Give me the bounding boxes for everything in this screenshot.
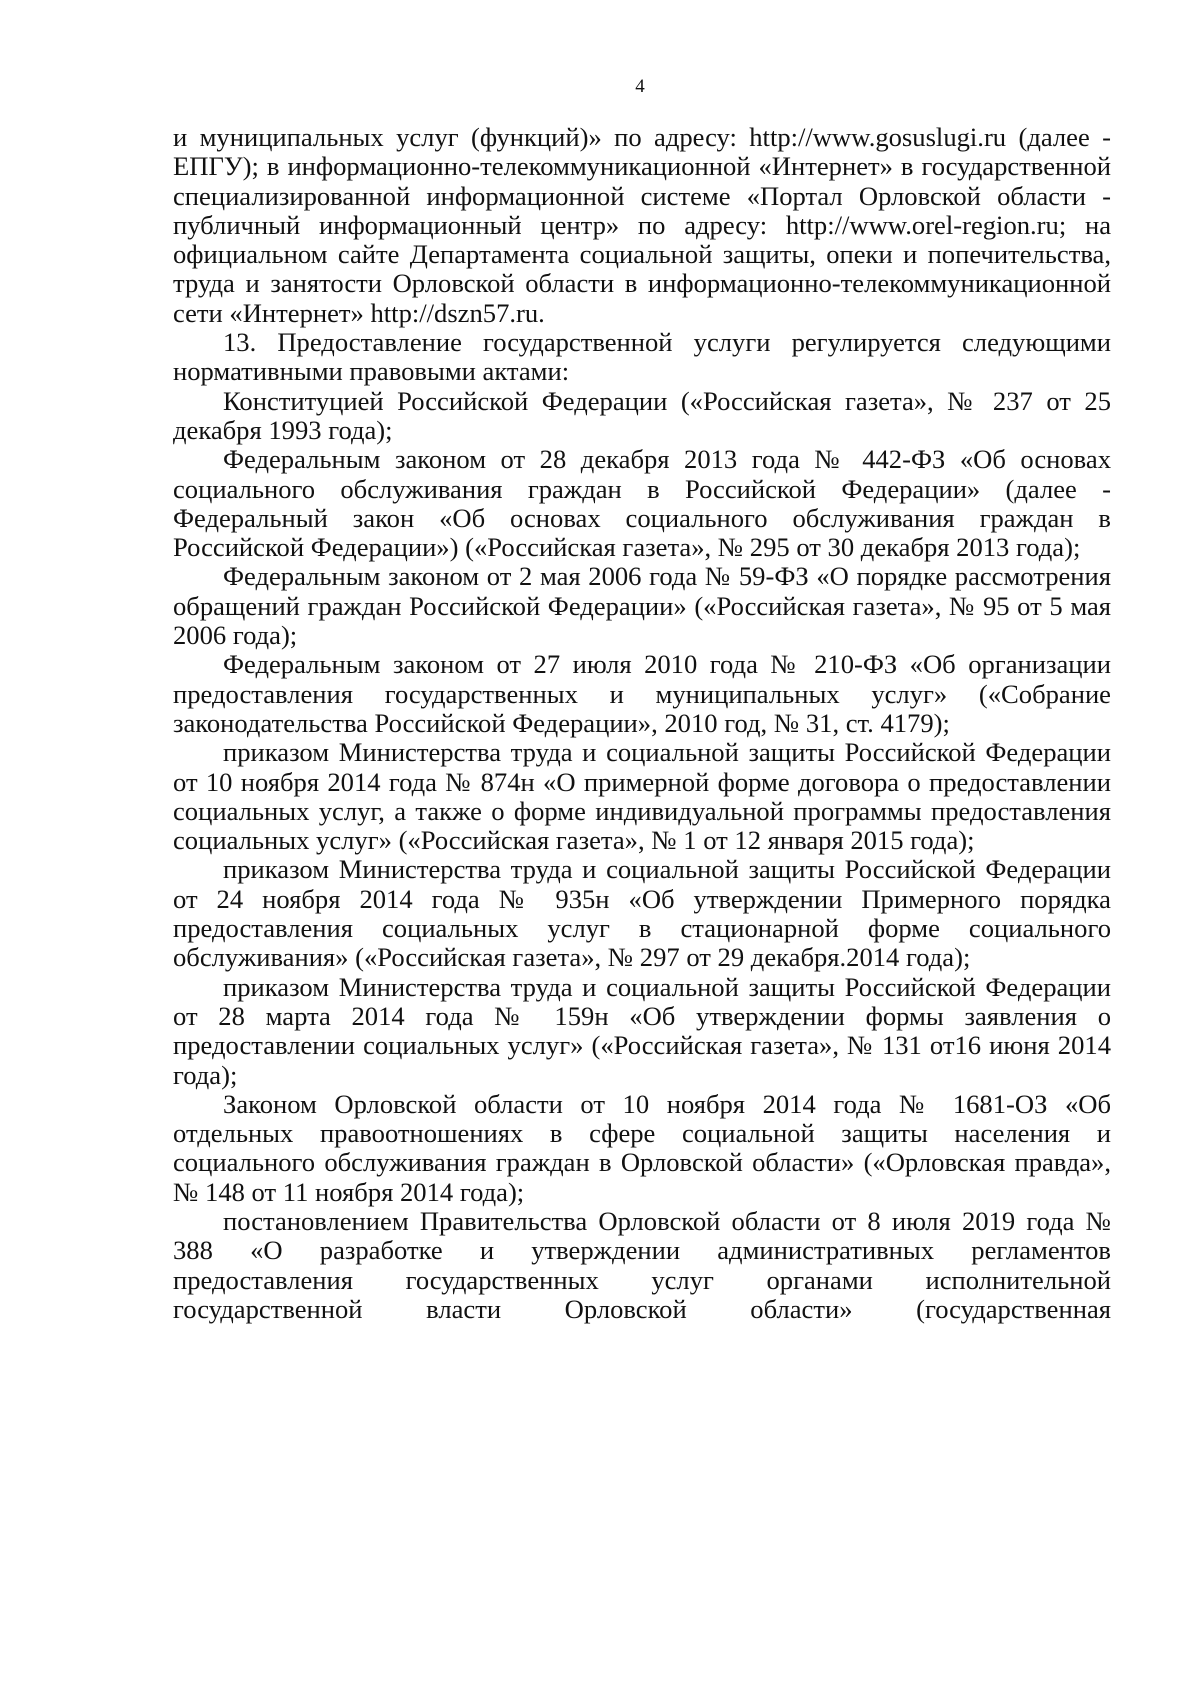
paragraph-constitution: Конституцией Российской Федерации («Российская газета», № 237 от 25 декабря 1993 года); xyxy=(173,385,1111,445)
paragraph-regional-law-1681oz: Законом Орловской области от 10 ноября 2014 года № 1681-ОЗ «Об отдельных правоотношениях в сфере социальной защиты населения и социального обслуживания граждан в Орловской области» («Орловская правда», № 148 от 11 ноября 2014 года); xyxy=(173,1088,1111,1207)
paragraph-law-210fz: Федеральным законом от 27 июля 2010 года № 210-ФЗ «Об организации предоставления государственных и муниципальных услуг» («Собрание законодательства Российской Федерации», 2010 год, № 31, ст. 4179); xyxy=(173,649,1111,738)
page-number: 4 xyxy=(635,76,645,97)
paragraph-order-935n: приказом Министерства труда и социальной защиты Российской Федерации от 24 ноября 2014 года № 935н «Об утверждении Примерного порядка предоставления социальных услуг в стационарной форме социального обслуживания» («Российская газета», № 297 от 29 декабря.2014 года); xyxy=(173,854,1111,973)
paragraph-order-159n: приказом Министерства труда и социальной защиты Российской Федерации от 28 марта 2014 года № 159н «Об утверждении формы заявления о предоставлении социальных услуг» («Российская газета», № 131 от16 июня 2014 года); xyxy=(173,971,1111,1090)
document-body xyxy=(173,123,1111,1324)
paragraph-resolution-388: постановлением Правительства Орловской области от 8 июля 2019 года № 388 «О разработке и утверждении административных регламентов предоставления государственных услуг органами исполнительной государственной власти Орловской области» (государственная xyxy=(173,1205,1111,1324)
paragraph-law-59fz: Федеральным законом от 2 мая 2006 года № 59-ФЗ «О порядке рассмотрения обращений граждан Российской Федерации» («Российская газета», № 95 от 5 мая 2006 года); xyxy=(173,561,1111,651)
paragraph-contacts: и муниципальных услуг (функций)» по адресу: http://www.gosuslugi.ru (далее - ЕПГУ); в информационно-телекоммуникационной «Интернет» в государственной специализированной информационной системе «Портал Орловской области - публичный информационный центр» по адресу: http://www.orel-region.ru; на официальном сайте Департамента социальной защиты, опеки и попечительства, труда и занятости Орловской области в информационно-телекоммуникационной сети «Интернет» http://dszn57.ru. xyxy=(173,122,1111,328)
paragraph-order-874n: приказом Министерства труда и социальной защиты Российской Федерации от 10 ноября 2014 года № 874н «О примерной форме договора о предоставлении социальных услуг, а также о форме индивидуальной программы предоставления социальных услуг» («Российская газета», № 1 от 12 января 2015 года); xyxy=(173,737,1111,856)
paragraph-law-442fz: Федеральным законом от 28 декабря 2013 года № 442-ФЗ «Об основах социального обслуживания граждан в Российской Федерации» (далее - Федеральный закон «Об основах социального обслуживания граждан в Российской Федерации») («Российская газета», № 295 от 30 декабря 2013 года); xyxy=(173,444,1111,563)
paragraph-legal-basis-intro: 13. Предоставление государственной услуги регулируется следующими нормативными правовыми актами: xyxy=(173,327,1111,387)
